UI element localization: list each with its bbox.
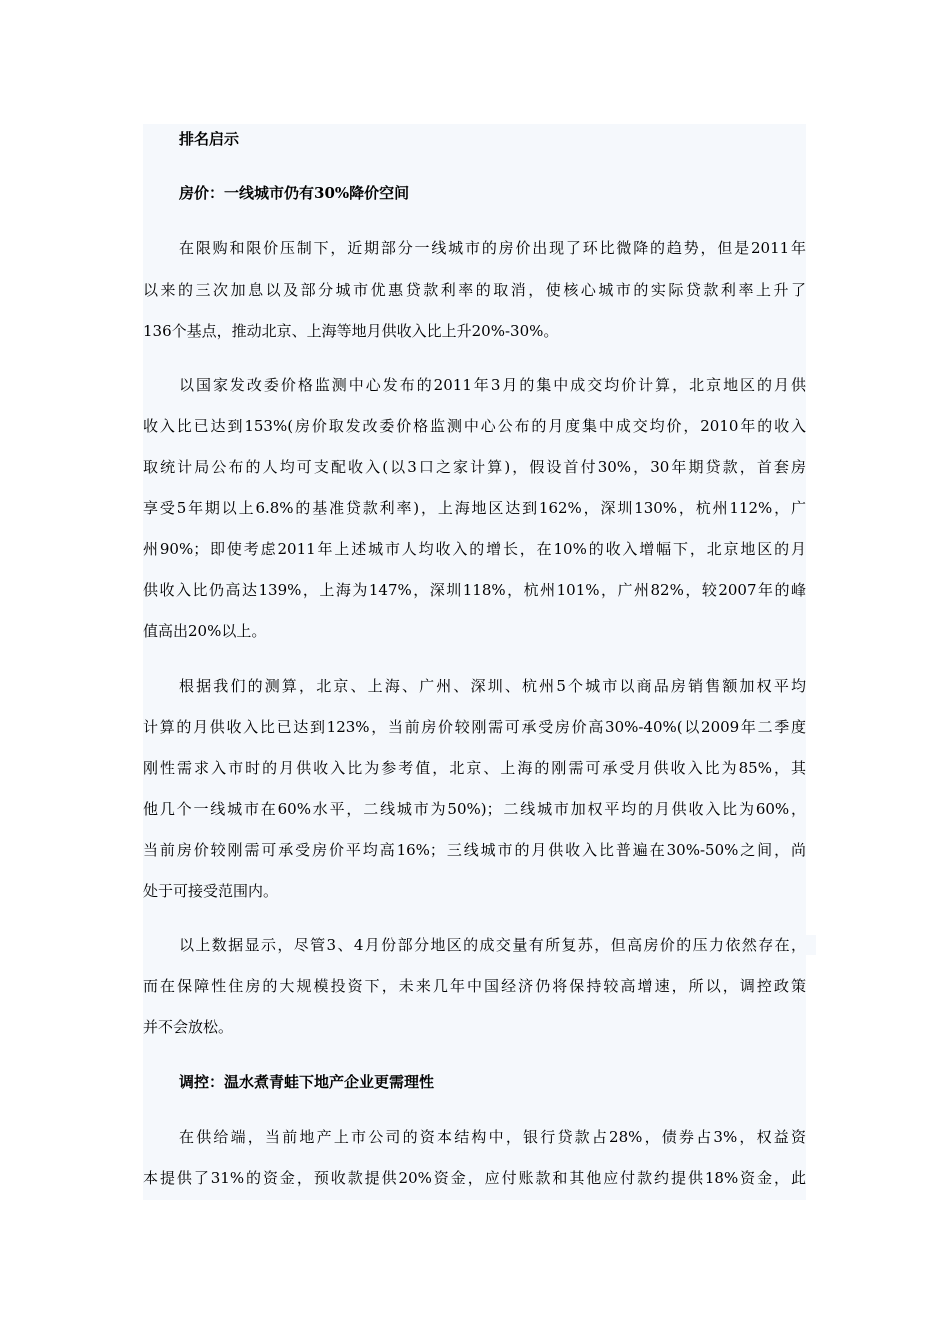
paragraph-line: 供收入比仍高达139%，上海为147%，深圳118%，杭州101%，广州82%，较2007年的峰 xyxy=(143,581,806,599)
paragraph-line: 享受5年期以上6.8%的基准贷款利率)，上海地区达到162%，深圳130%，杭州112%，广 xyxy=(143,499,806,517)
paragraph-line: 当前房价较刚需可承受房价平均高16%；三线城市的月供收入比普遍在30%-50%之间，尚 xyxy=(143,841,806,859)
paragraph-line: 在限购和限价压制下，近期部分一线城市的房价出现了环比微降的趋势，但是2011年 xyxy=(179,239,806,257)
paragraph-line: 州90%；即使考虑2011年上述城市人均收入的增长，在10%的收入增幅下，北京地区的月 xyxy=(143,540,806,558)
paragraph-line: 并不会放松。 xyxy=(143,1018,234,1036)
paragraph-line: 以上数据显示，尽管3、4月份部分地区的成交量有所复苏，但高房价的压力依然存在， xyxy=(179,935,816,955)
section-title-regulation: 调控：温水煮青蛙下地产企业更需理性 xyxy=(179,1073,435,1091)
paragraph-line: 而在保障性住房的大规模投资下，未来几年中国经济仍将保持较高增速，所以，调控政策 xyxy=(143,977,806,995)
paragraph-line: 在供给端，当前地产上市公司的资本结构中，银行贷款占28%，债券占3%，权益资 xyxy=(179,1128,806,1146)
section-title-housing-price: 房价：一线城市仍有30%降价空间 xyxy=(179,184,410,202)
paragraph-line: 以来的三次加息以及部分城市优惠贷款利率的取消，使核心城市的实际贷款利率上升了 xyxy=(143,281,806,299)
paragraph-line: 收入比已达到153%(房价取发改委价格监测中心公布的月度集中成交均价，2010年的收入 xyxy=(143,417,806,435)
paragraph-line: 他几个一线城市在60%水平，二线城市为50%)；二线城市加权平均的月供收入比为60%， xyxy=(143,800,806,818)
paragraph-line: 值高出20%以上。 xyxy=(143,622,267,640)
paragraph-line: 136个基点，推动北京、上海等地月供收入比上升20%-30%。 xyxy=(143,322,559,340)
paragraph-line: 本提供了31%的资金，预收款提供20%资金，应付账款和其他应付款约提供18%资金，此 xyxy=(143,1169,806,1187)
paragraph-line: 取统计局公布的人均可支配收入(以3口之家计算)，假设首付30%，30年期贷款，首套房 xyxy=(143,458,806,476)
paragraph-line: 计算的月供收入比已达到123%，当前房价较刚需可承受房价高30%-40%(以2009年二季度 xyxy=(143,718,806,736)
article-heading: 排名启示 xyxy=(179,130,240,148)
paragraph-line: 以国家发改委价格监测中心发布的2011年3月的集中成交均价计算，北京地区的月供 xyxy=(179,376,806,394)
paragraph-line: 根据我们的测算，北京、上海、广州、深圳、杭州5个城市以商品房销售额加权平均 xyxy=(179,677,806,695)
paragraph-line: 刚性需求入市时的月供收入比为参考值，北京、上海的刚需可承受月供收入比为85%，其 xyxy=(143,759,807,777)
paragraph-line: 处于可接受范围内。 xyxy=(143,882,279,900)
